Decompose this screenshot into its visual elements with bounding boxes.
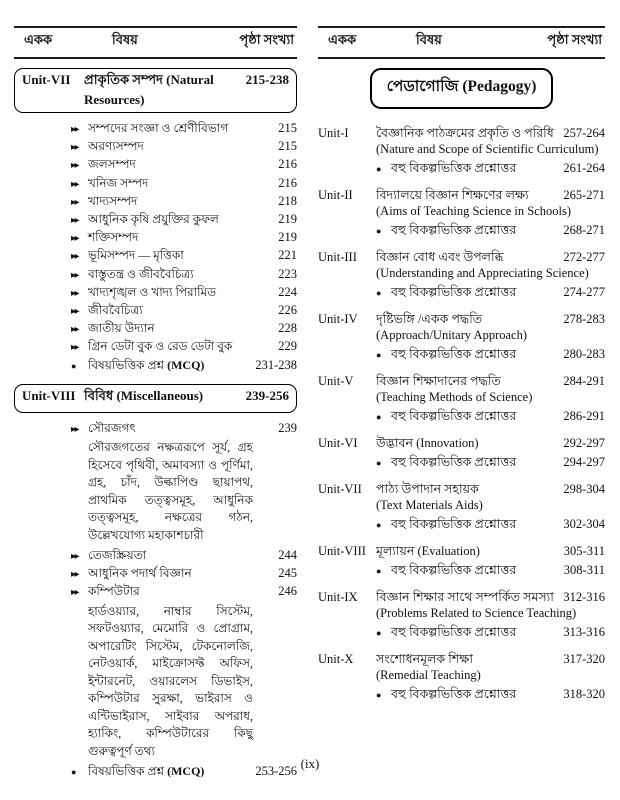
unit-title-row [376,651,605,667]
unit-pages: 292-297 [563,436,605,450]
mcq-label-en: (MCQ) [167,764,205,779]
pedagogy-unit [318,311,605,363]
unit-title-row [376,125,605,141]
toc-entry [14,120,297,138]
bullet-icon: ● [376,226,382,236]
entry-page: 229 [278,339,297,354]
entry-page: 246 [278,584,297,599]
entry-label: সৌরজগৎ [88,420,136,435]
mcq-entry-unit7 [14,357,297,375]
unit-sub-row [376,625,605,641]
bullet-icon: ● [71,767,77,778]
unit-sub-row [376,517,605,533]
left-table-header [14,26,297,59]
unit-label: Unit-II [318,188,353,202]
unit-title-en: (Text Materials Aids) [376,498,483,512]
entry-page: 245 [278,566,297,581]
entry-description: হার্ডওয়্যার, নাম্বার সিস্টেম, সফটওয়্যার, মেমোরি ও প্রোগ্রাম, অপারেটিং সিস্টেম, টেকনোলজি, নেটওয়ার্ক, মাইক্রোসফ্ট অফিস, ইন্টারনেট, ওয়ারলেস ডিভাইস, কম্পিউটার সুরক্ষা, ভাইরাস ও এন্টিভাইরাস, সাইবার অপরাধ, হ্যাকিং, কম্পিউটারের কিছু গুরুত্বপূর্ণ তথ্য [88,603,253,758]
sub-pages: 261-264 [563,161,605,175]
unit-title-bn: বিদ্যালয়ে বিজ্ঞান শিক্ষণের লক্ষ্য [376,188,529,202]
mcq-label-bn: বিষয়ভিত্তিক প্রশ্ন [88,764,165,779]
pedagogy-section-title: পেডাগোজি (Pedagogy) [370,68,554,109]
unit-sub-row [376,161,605,177]
unit-label: Unit-VII [318,482,362,496]
entry-page: 216 [278,157,297,172]
pedagogy-unit [318,125,605,177]
toc-entry [14,583,297,601]
entry-label: আধুনিক কৃষি প্রযুক্তির কুফল [88,212,219,227]
toc-entry [14,138,297,156]
sub-label: বহু বিকল্পভিত্তিক প্রশ্নোত্তর [391,285,517,299]
double-arrow-icon: ▸▸ [71,178,79,190]
bullet-icon: ● [376,520,382,530]
entry-label: জলসম্পদ [88,157,136,172]
unit-pages: 284-291 [563,374,605,388]
header-subject: বিষয় [112,32,138,47]
unit-pages: 272-277 [563,250,605,264]
entry-page: 239 [278,420,297,435]
sub-pages: 286-291 [563,409,605,423]
unit8-title: বিবিধ (Miscellaneous) [84,387,204,403]
sub-pages: 274-277 [563,285,605,299]
unit-body [376,249,605,301]
bullet-icon: ● [376,690,382,700]
toc-entry [14,284,297,302]
unit-label: Unit-VIII [318,544,366,558]
unit-title-bn: দৃষ্টিভঙ্গি /একক পদ্ধতি [376,312,483,326]
double-arrow-icon: ▸▸ [71,233,79,245]
unit-body [376,435,605,471]
double-arrow-icon: ▸▸ [71,124,79,135]
unit-title-row [376,435,605,451]
unit7-pages: 215-238 [245,72,289,87]
mcq-label-en: (MCQ) [167,357,205,372]
unit-title-en: (Teaching Methods of Science) [376,390,533,404]
unit-title-row [376,311,605,327]
entry-page: 226 [278,303,297,318]
unit7-label: Unit-VII [22,72,71,87]
mcq-label [88,357,255,374]
unit-label: Unit-I [318,126,349,140]
double-arrow-icon: ▸▸ [71,160,79,172]
unit-pages: 317-320 [563,652,605,666]
entry-label: জীববৈচিত্র্য [88,303,143,318]
bullet-icon: ● [376,458,382,468]
sub-pages: 308-311 [563,563,605,577]
pedagogy-unit [318,543,605,579]
toc-entry [14,156,297,174]
double-arrow-icon: ▸▸ [71,324,79,336]
double-arrow-icon: ▸▸ [71,423,79,435]
unit-pages: 298-304 [563,482,605,496]
entry-page: 244 [278,548,297,563]
header-subject: বিষয় [416,32,442,47]
unit-label: Unit-V [318,374,354,388]
unit-sub-row [376,687,605,703]
entry-page: 215 [278,121,297,135]
entry-page: 215 [278,139,297,154]
toc-entry [14,320,297,338]
double-arrow-icon: ▸▸ [71,587,79,599]
unit-title-row [376,187,605,203]
entry-page: 224 [278,284,297,299]
unit8-box [14,384,297,413]
sub-label: বহু বিকল্পভিত্তিক প্রশ্নোত্তর [391,161,517,175]
bullet-icon: ● [376,628,382,638]
unit-pages: 305-311 [563,544,605,558]
unit-sub-row [376,347,605,363]
header-pages: পৃষ্ঠা সংখ্যা [239,32,294,47]
sub-pages: 313-316 [563,625,605,639]
unit-title-bn: পাঠ্য উপাদান সহায়ক [376,482,479,496]
entry-page: 216 [278,175,297,190]
entry-label: বাস্তুতন্ত্র ও জীববৈচিত্র্য [88,266,194,281]
entry-label: খাদ্যসম্পদ [88,193,138,208]
double-arrow-icon: ▸▸ [71,251,79,263]
unit-title-row [376,373,605,389]
unit-title-bn: বিজ্ঞান শিক্ষার সাথে সম্পর্কিত সমস্যা [376,590,554,604]
entry-label: সম্পদের সংজ্ঞা ও শ্রেণীবিভাগ [88,121,229,135]
unit-sub-row [376,285,605,301]
sub-pages: 280-283 [563,347,605,361]
unit-body [376,125,605,177]
bullet-icon: ● [376,350,382,360]
unit-label: Unit-IX [318,590,358,604]
entry-page: 223 [278,266,297,281]
entry-page: 228 [278,321,297,336]
entry-label: কম্পিউটার [88,584,140,599]
pedagogy-unit [318,249,605,301]
unit-body [376,543,605,579]
pedagogy-unit [318,651,605,703]
header-unit: একক [328,32,357,47]
page-number: (ix) [300,756,320,771]
header-unit: একক [24,32,53,47]
toc-entry [14,420,297,438]
pedagogy-unit [318,481,605,533]
sub-label: বহু বিকল্পভিত্তিক প্রশ্নোত্তর [391,563,517,577]
unit-body [376,651,605,703]
unit-pages: 278-283 [563,312,605,326]
entry-label: আধুনিক পদার্থ বিজ্ঞান [88,566,192,581]
unit-body [376,373,605,425]
unit-sub-row [376,455,605,471]
double-arrow-icon: ▸▸ [71,342,79,354]
sub-label: বহু বিকল্পভিত্তিক প্রশ্নোত্তর [391,455,517,469]
bullet-icon: ● [376,288,382,298]
toc-entry [14,175,297,193]
unit7-title: প্রাকৃতিক সম্পদ (Natural Resources) [84,72,214,107]
entry-label: খাদ্যশৃঙ্খল ও খাদ্য পিরামিড [88,284,217,299]
unit7-box [14,68,297,113]
toc-entry [14,266,297,284]
unit-pages: 312-316 [563,590,605,604]
bullet-icon: ● [376,566,382,576]
unit-title-en: (Understanding and Appreciating Science) [376,266,589,280]
double-arrow-icon: ▸▸ [71,551,79,563]
unit-title-row [376,481,605,497]
unit-title-bn: বৈজ্ঞানিক পাঠক্রমের প্রকৃতি ও পরিধি [376,126,554,140]
unit-body [376,481,605,533]
entry-label: শক্তিসম্পদ [88,230,139,245]
sub-label: বহু বিকল্পভিত্তিক প্রশ্নোত্তর [391,409,517,423]
unit-title-row [376,543,605,559]
right-column [318,26,605,781]
header-pages: পৃষ্ঠা সংখ্যা [547,32,602,47]
unit-label: Unit-III [318,250,357,264]
sub-label: বহু বিকল্পভিত্তিক প্রশ্নোত্তর [391,517,517,531]
toc-entry [14,247,297,265]
entry-label: তেজস্ক্রিয়তা [88,548,147,563]
mcq-label-bn: বিষয়ভিত্তিক প্রশ্ন [88,357,165,372]
pedagogy-unit [318,187,605,239]
entry-page: 221 [278,248,297,263]
left-column [14,26,297,781]
pedagogy-unit [318,373,605,425]
entry-description: সৌরজগতের নক্ষত্ররূপে সূর্য, গ্রহ হিসেবে পৃথিবী, অমাবস্যা ও পূর্ণিমা, গ্রহ, চাঁদ, উল্কাপিণ্ড ছায়াপথ, প্রাথমিক তত্ত্বসমূহ, আধুনিক তত্ত্বসমূহ, নক্ষত্রের গঠন, উল্লেখযোগ্য মহাকাশচারী [88,440,253,542]
double-arrow-icon: ▸▸ [71,569,79,581]
toc-entry [14,547,297,565]
sub-label: বহু বিকল্পভিত্তিক প্রশ্নোত্তর [391,347,517,361]
double-arrow-icon: ▸▸ [71,269,79,281]
toc-entry [14,565,297,583]
unit-sub-row [376,563,605,579]
unit-title-bn: বিজ্ঞান শিক্ষাদানের পদ্ধতি [376,374,501,388]
entry-page: 219 [278,212,297,227]
sub-pages: 318-320 [563,687,605,701]
unit-sub-row [376,223,605,239]
right-table-header [318,26,605,59]
unit-body [376,311,605,363]
entry-label: ভূমিসম্পদ — মৃত্তিকা [88,248,184,263]
unit-title-bn: বিজ্ঞান বোধ এবং উপলব্ধি [376,250,504,264]
sub-label: বহু বিকল্পভিত্তিক প্রশ্নোত্তর [391,687,517,701]
bullet-icon: ● [71,360,77,371]
unit-title-en: (Problems Related to Science Teaching) [376,606,577,620]
unit-label: Unit-X [318,652,354,666]
unit-title-en: (Remedial Teaching) [376,668,481,682]
unit8-label: Unit-VIII [22,387,76,403]
toc-entry [14,193,297,211]
unit-body [376,589,605,641]
toc-entry [14,338,297,356]
entry-label: অরণ্যসম্পদ [88,139,144,154]
toc-entry [14,211,297,229]
double-arrow-icon: ▸▸ [71,142,79,154]
unit-title-en: (Approach/Unitary Approach) [376,328,527,342]
double-arrow-icon: ▸▸ [71,306,79,318]
entry-label: খনিজ সম্পদ [88,175,149,190]
sub-label: বহু বিকল্পভিত্তিক প্রশ্নোত্তর [391,625,517,639]
unit-title-en: (Nature and Scope of Scientific Curriculum) [376,142,599,156]
bullet-icon: ● [376,412,382,422]
unit-title-bn: মূল্যায়ন (Evaluation) [376,544,480,558]
double-arrow-icon: ▸▸ [71,196,79,208]
bullet-icon: ● [376,164,382,174]
entry-page: 218 [278,193,297,208]
sub-pages: 294-297 [563,455,605,469]
toc-entry [14,229,297,247]
unit-title-row [376,249,605,265]
unit-title-row [376,589,605,605]
toc-entry [14,302,297,320]
sub-label: বহু বিকল্পভিত্তিক প্রশ্নোত্তর [391,223,517,237]
pedagogy-unit [318,589,605,641]
unit-label: Unit-IV [318,312,358,326]
unit-pages: 257-264 [563,126,605,140]
double-arrow-icon: ▸▸ [71,215,79,227]
entry-label: জাতীয় উদ্যান [88,321,155,336]
unit-sub-row [376,409,605,425]
double-arrow-icon: ▸▸ [71,287,79,299]
entry-page: 219 [278,230,297,245]
sub-pages: 302-304 [563,517,605,531]
unit8-pages: 239-256 [245,387,289,403]
unit-body [376,187,605,239]
pedagogy-unit [318,435,605,471]
unit-pages: 265-271 [563,188,605,202]
sub-pages: 268-271 [563,223,605,237]
mcq-pages: 253-256 [255,764,297,779]
entry-label: গ্রিন ডেটা বুক ও রেড ডেটা বুক [88,339,233,354]
unit-label: Unit-VI [318,436,358,450]
unit-title-bn: সংশোধনমূলক শিক্ষা [376,652,473,666]
unit-title-bn: উদ্ভাবন (Innovation) [376,436,479,450]
mcq-pages: 231-238 [255,357,297,372]
unit-title-en: (Aims of Teaching Science in Schools) [376,204,572,218]
